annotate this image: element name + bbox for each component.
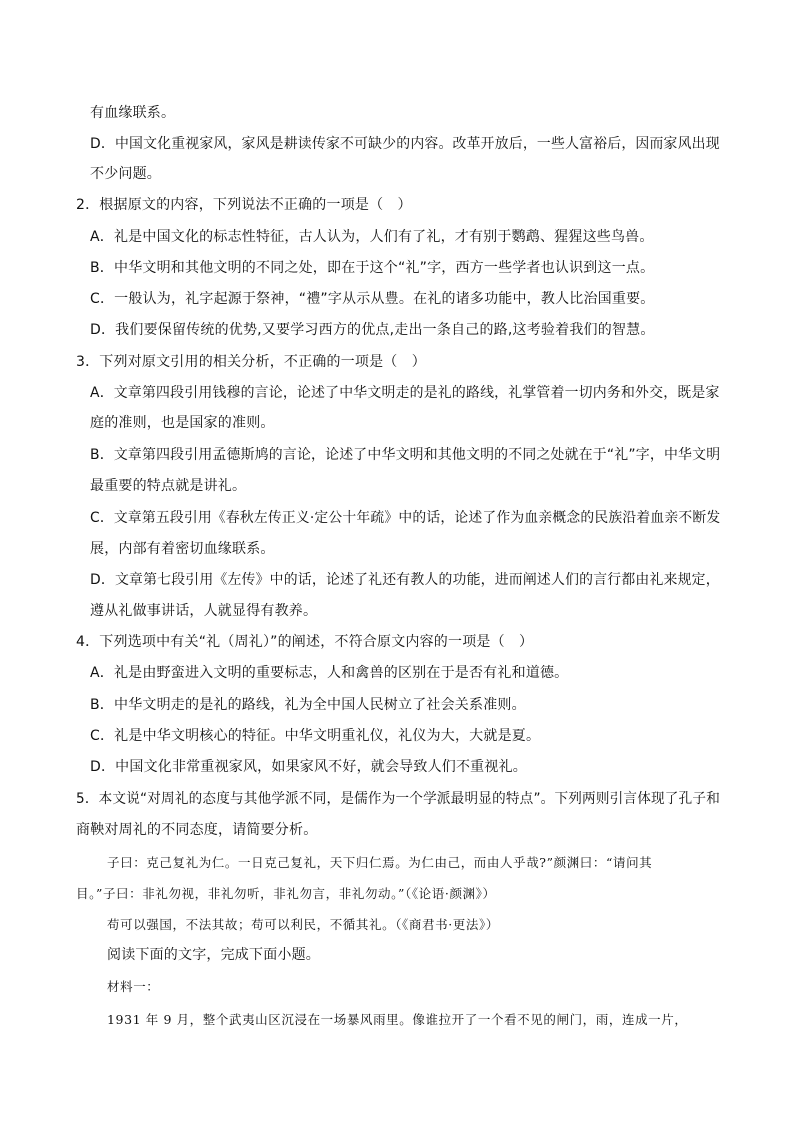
quote-analects: 子曰：克己复礼为仁。一日克己复礼，天下归仁焉。为仁由己，而由人乎哉?”颜渊曰：“请问其 [107, 855, 653, 870]
quote-shangjunshu: 苟可以强国，不法其故；苟可以利民，不循其礼。（《商君书·更法》） [107, 917, 499, 932]
q4-option-c: C．礼是中华文明核心的特征。中华文明重礼仪，礼仪为大，大就是夏。 [90, 728, 541, 744]
option-d-line: D．中国文化重视家风，家风是耕读传家不可缺少的内容。改革开放后，一些人富裕后，因而家风出现 [90, 136, 720, 152]
question-3: 3．下列对原文引用的相关分析，不正确的一项是（ ） [76, 354, 426, 370]
q4-option-b: B．中华文明走的是礼的路线，礼为全中国人民树立了社会关系准则。 [90, 697, 526, 713]
q3-option-d: D．文章第七段引用《左传》中的话，论述了礼还有教人的功能，进而阐述人们的言行都由礼来规定， [90, 572, 720, 588]
question-2: 2．根据原文的内容，下列说法不正确的一项是（ ） [76, 197, 412, 213]
q2-option-a: A．礼是中国文化的标志性特征，古人认为，人们有了礼，才有别于鹦鹉、猩猩这些鸟兽。 [90, 229, 654, 245]
q2-option-b: B．中华文明和其他文明的不同之处，即在于这个“礼”字，西方一些学者也认识到这一点。 [90, 260, 655, 276]
question-5-cont: 商鞅对周礼的不同态度，请简要分析。 [76, 822, 318, 838]
quote-analects-cont: 目。”子曰：非礼勿视，非礼勿听，非礼勿言，非礼勿动。”（《论语·颜渊》） [76, 886, 496, 901]
question-4: 4．下列选项中有关“礼（周礼）”的阐述，不符合原文内容的一项是（ ） [76, 634, 534, 650]
q3-option-b-cont: 最重要的特点就是讲礼。 [90, 478, 247, 494]
q3-option-d-cont: 遵从礼做事讲话，人就显得有教养。 [90, 603, 318, 619]
question-5: 5．本文说“对周礼的态度与其他学派不同，是儒作为一个学派最明显的特点”。下列两则引言体现了孔子和 [76, 791, 720, 807]
q2-option-c: C．一般认为，礼字起源于祭神，“禮”字从示从豊。在礼的诸多功能中，教人比治国重要。 [90, 291, 655, 307]
q4-option-a: A．礼是由野蛮进入文明的重要标志，人和禽兽的区别在于是否有礼和道德。 [90, 665, 569, 681]
q3-option-b: B．文章第四段引用孟德斯鸠的言论，论述了中华文明和其他文明的不同之处就在于“礼”字，中华文明 [90, 447, 721, 463]
q4-option-d: D．中国文化非常重视家风，如果家风不好，就会导致人们不重视礼。 [90, 759, 527, 775]
q3-option-a: A．文章第四段引用钱穆的言论，论述了中华文明走的是礼的路线，礼掌管着一切内务和外交，既是家 [90, 385, 720, 401]
q3-option-a-cont: 庭的准则，也是国家的准则。 [90, 415, 275, 431]
q3-option-c-cont: 展，内部有着密切血缘联系。 [90, 541, 275, 557]
q2-option-d: D．我们要保留传统的优势,又要学习西方的优点,走出一条自己的路,这考验着我们的智慧。 [90, 322, 655, 338]
option-text-line: 有血缘联系。 [90, 105, 176, 121]
q3-option-c: C．文章第五段引用《春秋左传正义·定公十年疏》中的话，论述了作为血亲概念的民族沿着血亲不断发 [90, 510, 721, 526]
material-paragraph: 1931 年 9 月，整个武夷山区沉浸在一场暴风雨里。像谁拉开了一个看不见的闸门，雨，连成一片， [107, 1012, 688, 1027]
reading-instruction: 阅读下面的文字，完成下面小题。 [107, 947, 320, 963]
material-one-label: 材料一： [107, 979, 160, 994]
option-text-line: 不少问题。 [90, 166, 161, 182]
